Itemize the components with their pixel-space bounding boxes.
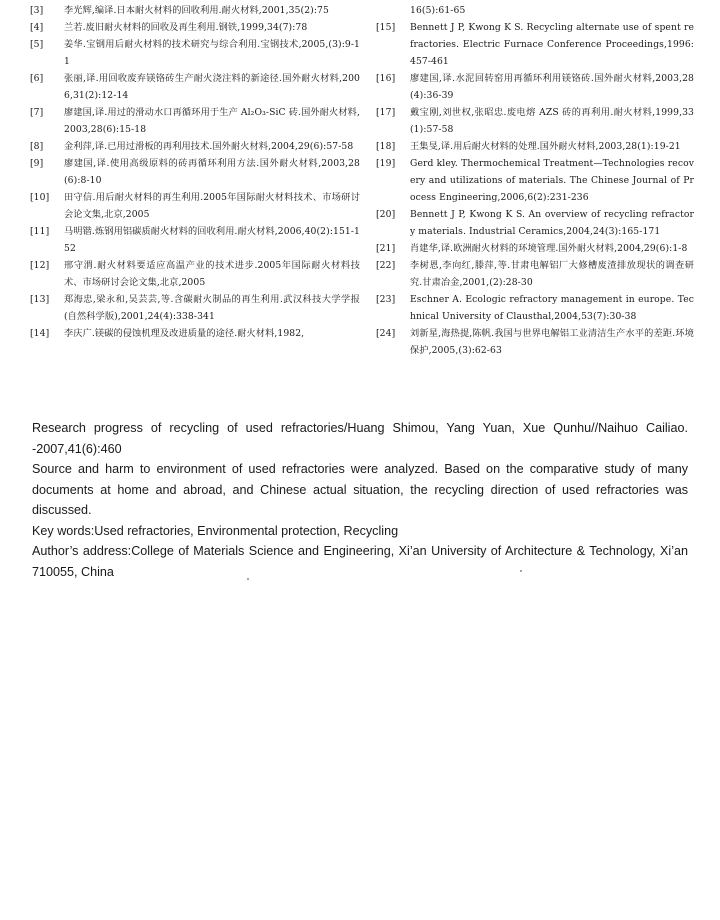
- reference-item: [376, 70, 694, 104]
- reference-item: [30, 291, 360, 325]
- reference-item: [30, 223, 360, 257]
- scan-speck: [520, 570, 522, 572]
- reference-number: [7]: [30, 107, 44, 118]
- reference-number: [9]: [30, 158, 44, 169]
- reference-text: 马明锴.炼钢用铝碳质耐火材料的回收利用.耐火材料,2006,40(2):151-152: [64, 226, 360, 254]
- reference-text: Bennett J P, Kwong K S. An overview of recycling refractory materials. Industrial Ceramics,2004,24(3):165-171: [410, 209, 694, 237]
- reference-number: [11]: [30, 226, 50, 237]
- reference-item: [30, 104, 360, 138]
- english-abstract: [32, 418, 688, 582]
- reference-text: 郑海忠,梁永和,吴芸芸,等.含碳耐火制品的再生利用.武汉科技大学学报(自然科学版),2001,24(4):338-341: [64, 294, 360, 322]
- reference-number: [12]: [30, 260, 50, 271]
- keywords-label: Key words:: [32, 523, 95, 538]
- reference-number: [21]: [376, 243, 396, 254]
- reference-text: 田守信.用后耐火材料的再生利用.2005年国际耐火材料技术、市场研讨会论文集,北京,2005: [64, 192, 360, 220]
- reference-text: Bennett J P, Kwong K S. Recycling alternate use of spent refractories. Electric Furnace Conference Proceedings,1996:457-461: [410, 22, 694, 67]
- reference-item: [30, 70, 360, 104]
- address-value: College of Materials Science and Engineering, Xi’an University of Architecture & Technology, Xi’an 710055, China: [32, 544, 688, 579]
- reference-text: 金利萍,译.已用过滑板的再利用技术.国外耐火材料,2004,29(6):57-58: [64, 141, 354, 152]
- reference-number: [5]: [30, 39, 44, 50]
- reference-number: [20]: [376, 209, 396, 220]
- reference-item: [376, 291, 694, 325]
- reference-text: 廖建国,译.用过的滑动水口再循环用于生产 Al₂O₃-SiC 砖.国外耐火材料,2003,28(6):15-18: [64, 107, 360, 135]
- reference-number: [23]: [376, 294, 396, 305]
- reference-item: [30, 36, 360, 70]
- reference-item: [30, 189, 360, 223]
- reference-item: [30, 257, 360, 291]
- address-line: [32, 541, 688, 582]
- reference-number: [17]: [376, 107, 396, 118]
- references-left-column: [30, 2, 360, 342]
- reference-text: 张丽,译.用回收废弃镁铬砖生产耐火浇注料的新途径.国外耐火材料,2006,31(2):12-14: [64, 73, 360, 101]
- reference-text: 姜华.宝钢用后耐火材料的技术研究与综合利用.宝钢技术,2005,(3):9-11: [64, 39, 360, 67]
- reference-text: 戴宝刚,刘世权,张昭忠.废电熔 AZS 砖的再利用.耐火材料,1999,33(1):57-58: [410, 107, 694, 135]
- reference-text: 廖建国,译.水泥回转窑用再循环利用镁铬砖.国外耐火材料,2003,28(4):36-39: [410, 73, 694, 101]
- reference-item: [376, 257, 694, 291]
- reference-text: 肖建华,译.欧洲耐火材料的环境管理.国外耐火材料,2004,29(6):1-8: [410, 243, 688, 254]
- reference-item: [30, 2, 360, 19]
- reference-number: [22]: [376, 260, 396, 271]
- reference-number: [19]: [376, 158, 396, 169]
- reference-item: [30, 155, 360, 189]
- reference-item: [376, 155, 694, 206]
- reference-text: 李庆广.镁碳的侵蚀机理及改进质量的途径.耐火材料,1982,: [64, 328, 305, 339]
- reference-item: [376, 19, 694, 70]
- keywords-line: [32, 521, 688, 542]
- reference-item: [30, 138, 360, 155]
- reference-text: Eschner A. Ecologic refractory management in europe. Technical University of Clausthal,2004,53(7):30-38: [410, 294, 694, 322]
- reference-number: [18]: [376, 141, 396, 152]
- reference-number: [6]: [30, 73, 44, 84]
- reference-text: Gerd kley. Thermochemical Treatment—Technologies recovery and utilizations of materials. The Chinese Journal of Process Engineering,2006,6(2):231-236: [410, 158, 694, 203]
- reference-continuation: [376, 2, 694, 19]
- abstract-body: Source and harm to environment of used refractories were analyzed. Based on the comparative study of many documents at home and abroad, and Chinese actual situation, the recycling direction of used refractories was discussed.: [32, 462, 688, 517]
- reference-item: [376, 240, 694, 257]
- address-label: Author’s address:: [32, 544, 132, 558]
- reference-number: [14]: [30, 328, 50, 339]
- reference-text: 兰若.废旧耐火材料的回收及再生利用.钢铁,1999,34(7):78: [64, 22, 308, 33]
- reference-number: [13]: [30, 294, 50, 305]
- reference-text: 王集旻,译.用后耐火材料的处理.国外耐火材料,2003,28(1):19-21: [410, 141, 681, 152]
- reference-text: 廖建国,译.使用高级原料的砖再循环利用方法.国外耐火材料,2003,28(6):8-10: [64, 158, 360, 186]
- reference-number: [16]: [376, 73, 396, 84]
- reference-text: 李树恩,李向红,滕萍,等.甘肃电解铝厂大修槽废渣排放现状的调查研究.甘肃冶金,2001,(2):28-30: [410, 260, 694, 288]
- scan-speck: [247, 578, 249, 580]
- keywords-value: Used refractories, Environmental protection, Recycling: [94, 523, 399, 538]
- reference-number: [4]: [30, 22, 44, 33]
- reference-item: [376, 206, 694, 240]
- reference-item: [30, 19, 360, 36]
- reference-number: [3]: [30, 5, 44, 16]
- reference-number: [8]: [30, 141, 44, 152]
- reference-number: [10]: [30, 192, 50, 203]
- references-right-column: [376, 2, 694, 359]
- reference-text: 李光辉,编译.日本耐火材料的回收利用.耐火材料,2001,35(2):75: [64, 5, 329, 16]
- reference-item: [376, 325, 694, 359]
- reference-number: [24]: [376, 328, 396, 339]
- reference-number: [15]: [376, 22, 396, 33]
- reference-text: 刘新星,海热提,陈帆.我国与世界电解铝工业清洁生产水平的差距.环境保护,2005,(3):62-63: [410, 328, 694, 356]
- reference-text: 16(5):61-65: [410, 5, 466, 16]
- reference-item: [376, 104, 694, 138]
- reference-item: [30, 325, 360, 342]
- reference-item: [376, 138, 694, 155]
- reference-text: 邢守渭.耐火材料要适应高温产业的技术进步.2005年国际耐火材料技术、市场研讨会论文集,北京,2005: [64, 260, 360, 288]
- abstract-title-line: Research progress of recycling of used refractories/Huang Shimou, Yang Yuan, Xue Qunhu//Naihuo Cailiao. -2007,41(6):460: [32, 421, 688, 456]
